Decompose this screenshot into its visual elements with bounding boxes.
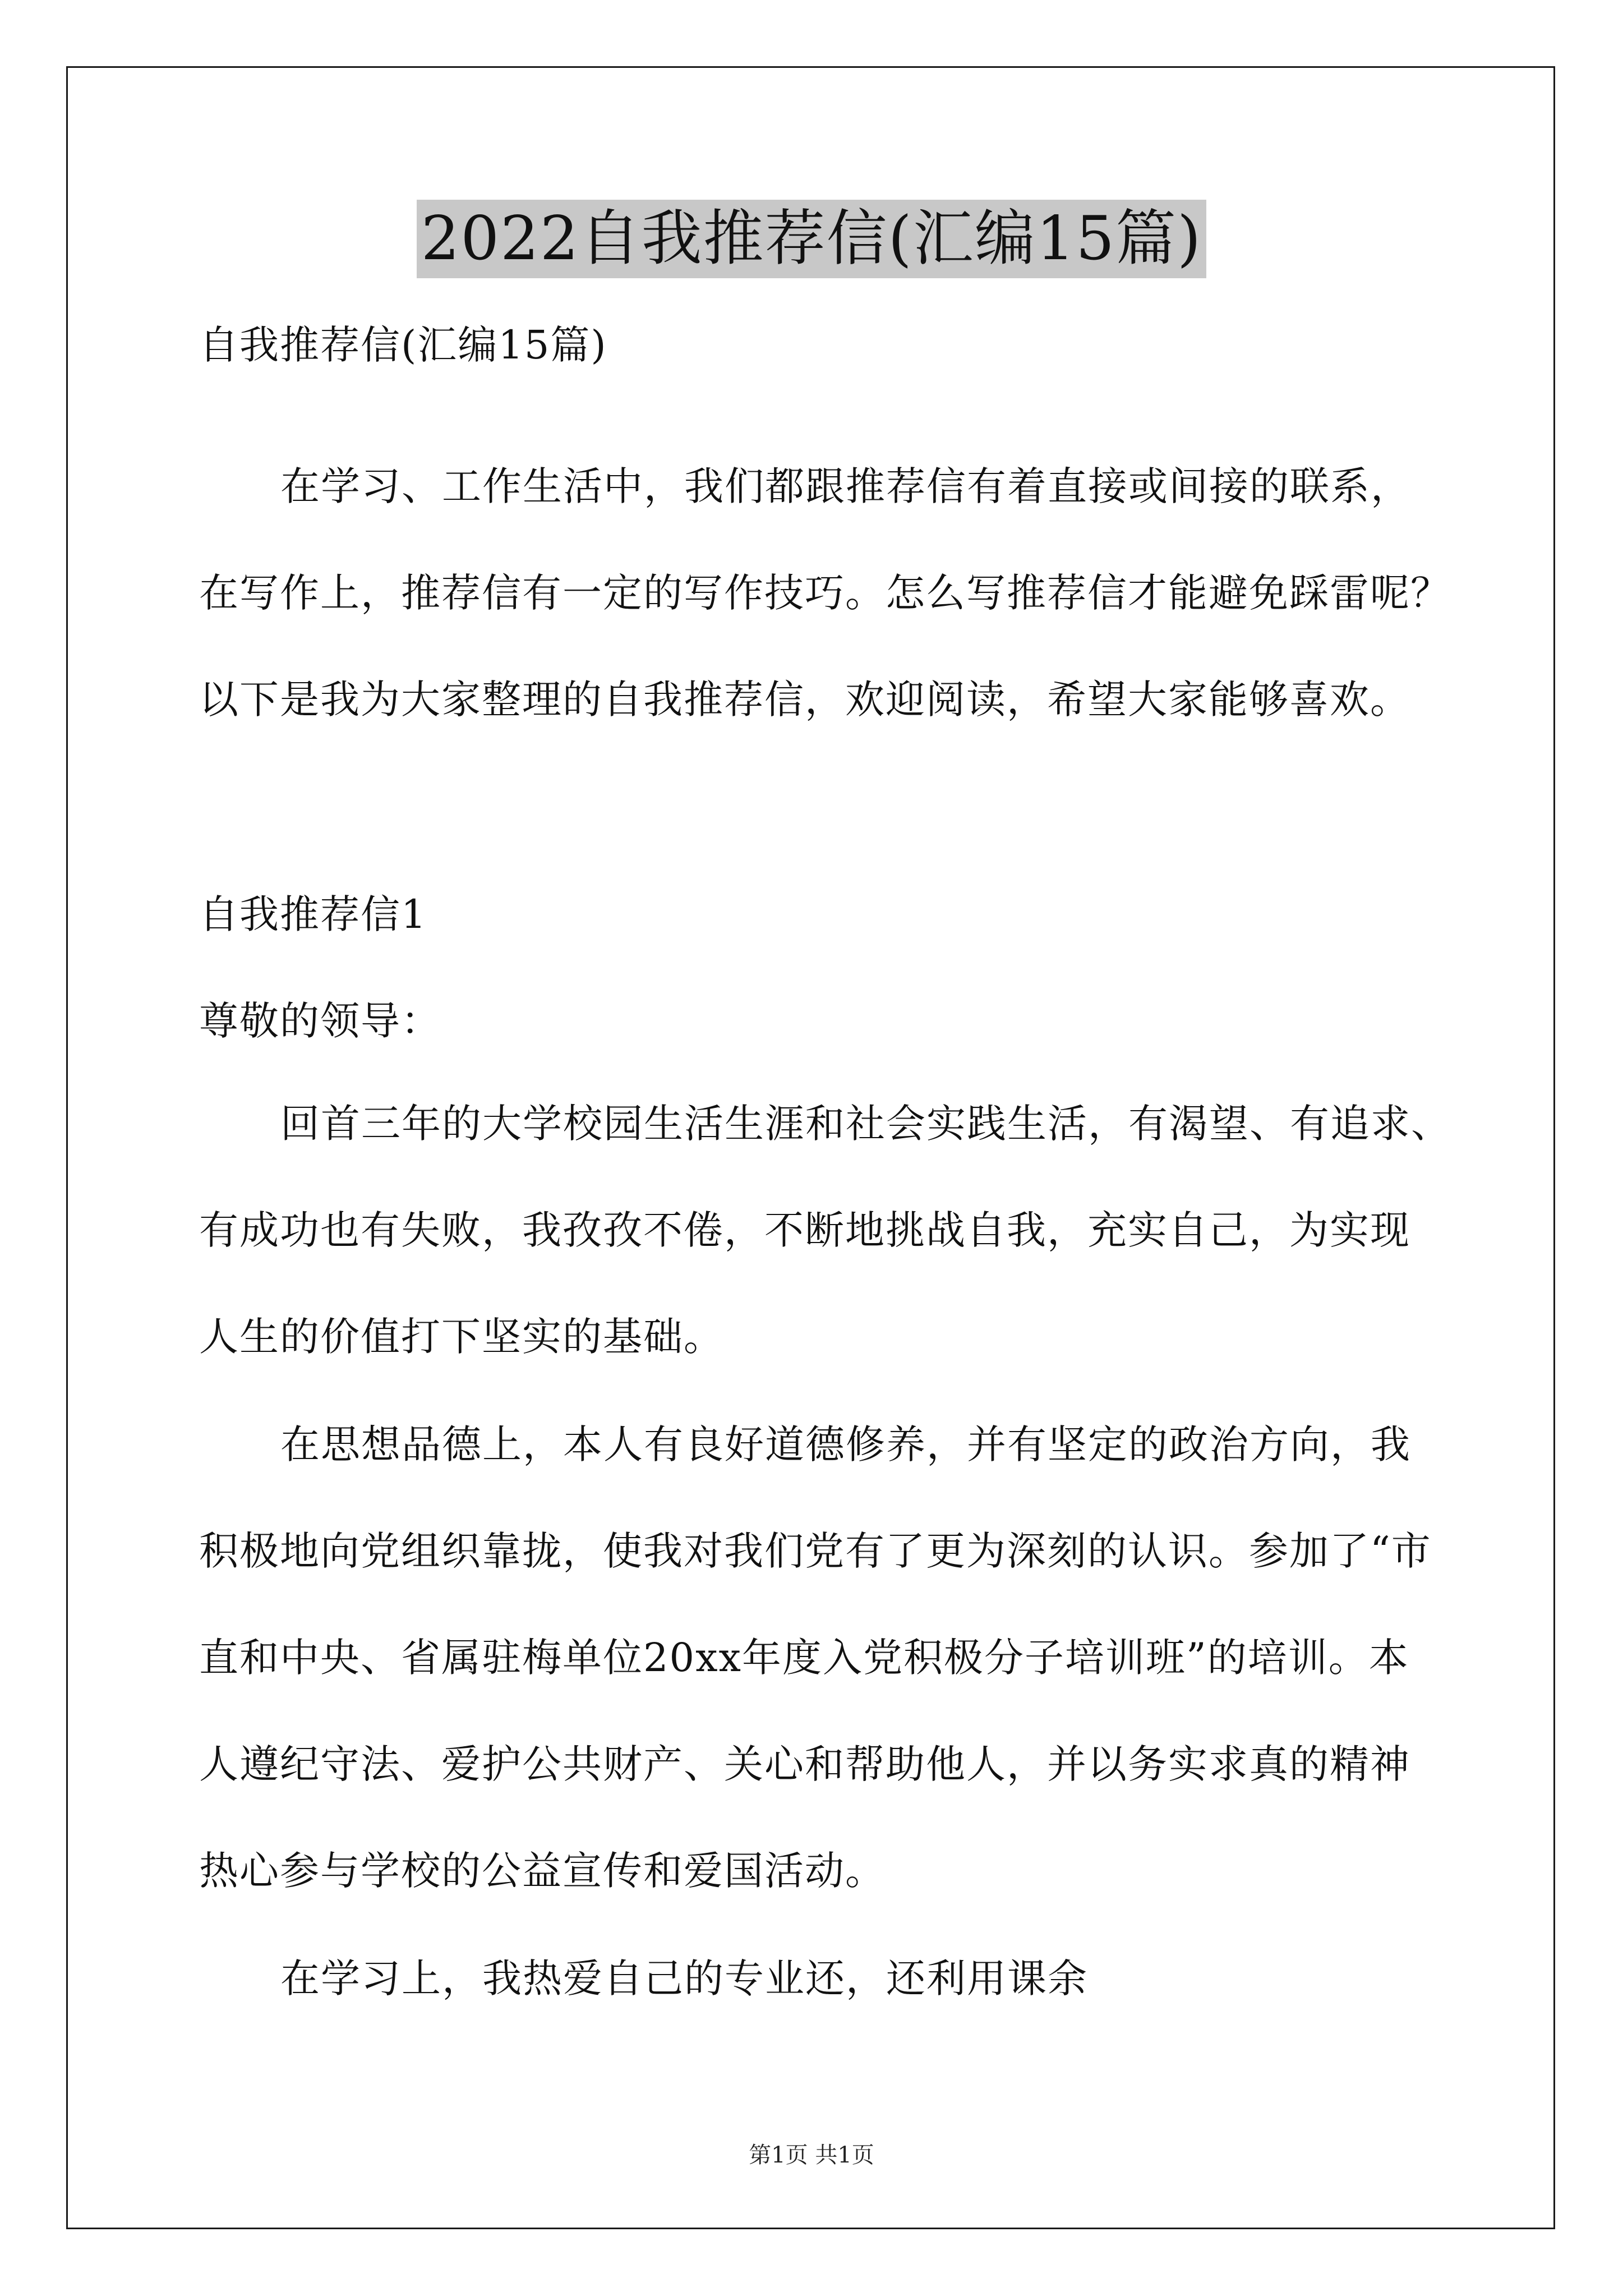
para2-line-5: 热心参与学校的公益宣传和爱国活动。 xyxy=(199,1848,886,1894)
section-heading: 自我推荐信1 xyxy=(199,891,427,937)
intro-line-3: 以下是我为大家整理的自我推荐信，欢迎阅读，希望大家能够喜欢。 xyxy=(199,677,1410,723)
para2-line-3: 直和中央、省属驻梅单位20xx年度入党积极分子培训班”的培训。本 xyxy=(199,1635,1409,1681)
intro-line-1: 在学习、工作生活中，我们都跟推荐信有着直接或间接的联系， xyxy=(280,463,1411,509)
title-container xyxy=(0,200,1623,278)
document-subtitle: 自我推荐信(汇编15篇) xyxy=(199,322,607,368)
para2-line-1: 在思想品德上，本人有良好道德修养，并有坚定的政治方向，我 xyxy=(280,1421,1411,1467)
para3-line-1: 在学习上，我热爱自己的专业还，还利用课余 xyxy=(280,1955,1088,2001)
para2-line-4: 人遵纪守法、爱护公共财产、关心和帮助他人，并以务实求真的精神 xyxy=(199,1741,1410,1787)
document-title: 2022自我推荐信(汇编15篇) xyxy=(417,200,1207,278)
page-footer: 第1页 共1页 xyxy=(749,2142,874,2168)
para2-line-2: 积极地向党组织靠拢，使我对我们党有了更为深刻的认识。参加了“市 xyxy=(199,1528,1432,1574)
para1-line-3: 人生的价值打下坚实的基础。 xyxy=(199,1314,724,1360)
intro-line-2: 在写作上，推荐信有一定的写作技巧。怎么写推荐信才能避免踩雷呢？ xyxy=(199,570,1451,616)
salutation: 尊敬的领导： xyxy=(199,998,441,1044)
para1-line-1: 回首三年的大学校园生活生涯和社会实践生活，有渴望、有追求、 xyxy=(280,1101,1451,1147)
para1-line-2: 有成功也有失败，我孜孜不倦，不断地挑战自我，充实自己，为实现 xyxy=(199,1207,1410,1253)
